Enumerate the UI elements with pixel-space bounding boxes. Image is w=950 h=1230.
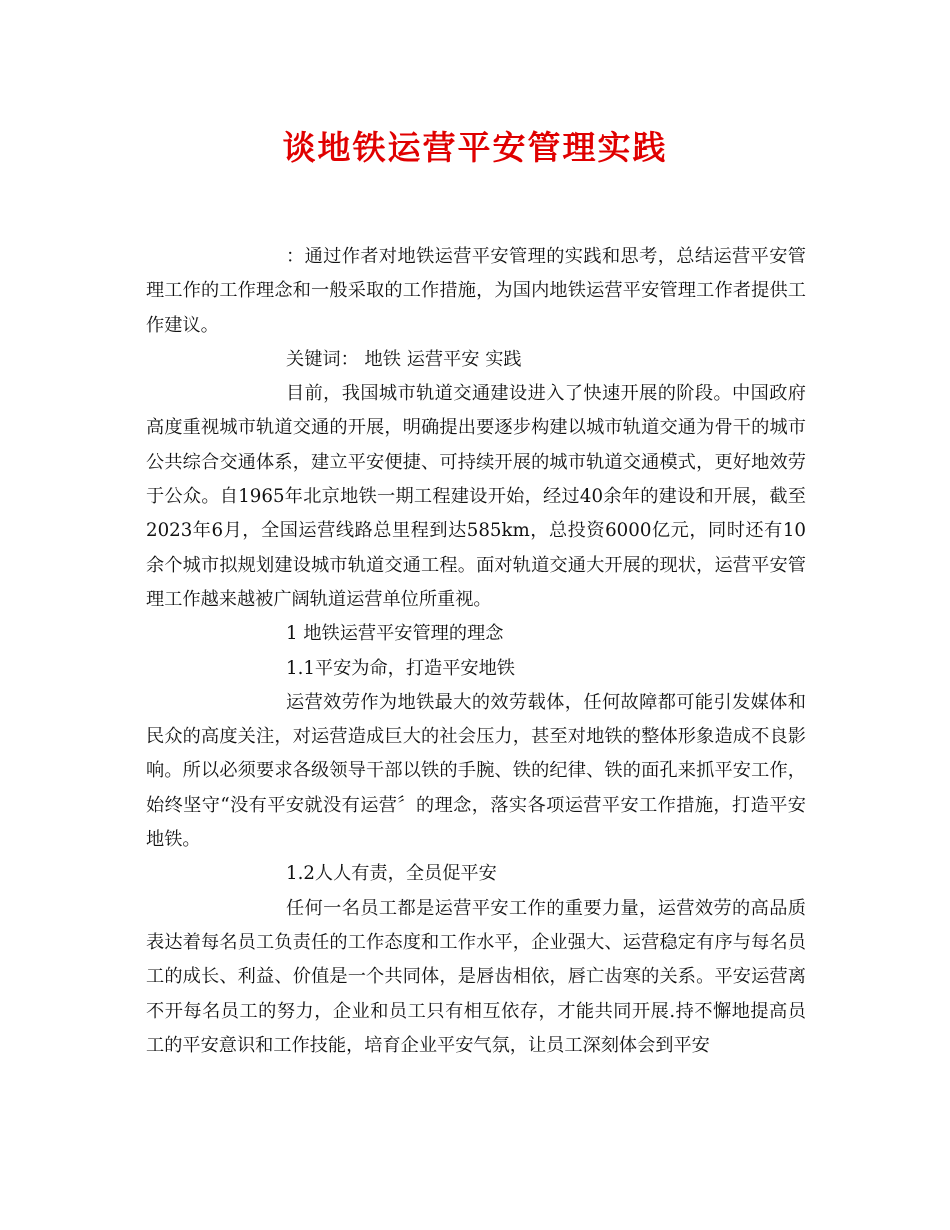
abstract-paragraph: ：通过作者对地铁运营平安管理的实践和思考，总结运营平安管理工作的工作理念和一般采取的工作措施，为国内地铁运营平安管理工作者提供工作建议。 <box>146 246 806 336</box>
intro-paragraph: 目前，我国城市轨道交通建设进入了快速开展的阶段。中国政府高度重视城市轨道交通的开展，明确提出要逐步构建以城市轨道交通为骨干的城市公共综合交通体系，建立平安便捷、可持续开展的城市轨道交通模式，更好地效劳于公众。自1965年北京地铁一期工程建设开始，经过40余年的建设和开展，截至2023年6月，全国运营线路总里程到达585km，总投资6000亿元，同时还有10余个城市拟规划建设城市轨道交通工程。面对轨道交通大开展的现状，运营平安管理工作越来越被广阔轨道运营单位所重视。 <box>146 383 806 610</box>
document-body <box>146 240 806 1063</box>
section-1-1-heading: 1.1平安为命，打造平安地铁 <box>286 657 515 679</box>
document-title: 谈地铁运营平安管理实践 <box>282 128 668 167</box>
section-1-1-paragraph: 运营效劳作为地铁最大的效劳载体，任何故障都可能引发媒体和民众的高度关注，对运营造成巨大的社会压力，甚至对地铁的整体形象造成不良影响。所以必须要求各级领导干部以铁的手腕、铁的纪律、铁的面孔来抓平安工作，始终坚守“没有平安就没有运营〞的理念，落实各项运营平安工作措施，打造平安地铁。 <box>146 691 806 851</box>
section-1-heading: 1 地铁运营平安管理的理念 <box>286 623 504 645</box>
section-1-2-heading: 1.2人人有责，全员促平安 <box>286 863 497 885</box>
section-1-2-paragraph: 任何一名员工都是运营平安工作的重要力量，运营效劳的高品质表达着每名员工负责任的工作态度和工作水平，企业强大、运营稳定有序与每名员工的成长、利益、价值是一个共同体，是唇齿相依，唇亡齿寒的关系。平安运营离不开每名员工的努力，企业和员工只有相互依存，才能共同开展.持不懈地提高员工的平安意识和工作技能，培育企业平安气氛，让员工深刻体会到平安 <box>146 897 806 1056</box>
keywords-line: 关键词： 地铁 运营平安 实践 <box>286 348 522 370</box>
